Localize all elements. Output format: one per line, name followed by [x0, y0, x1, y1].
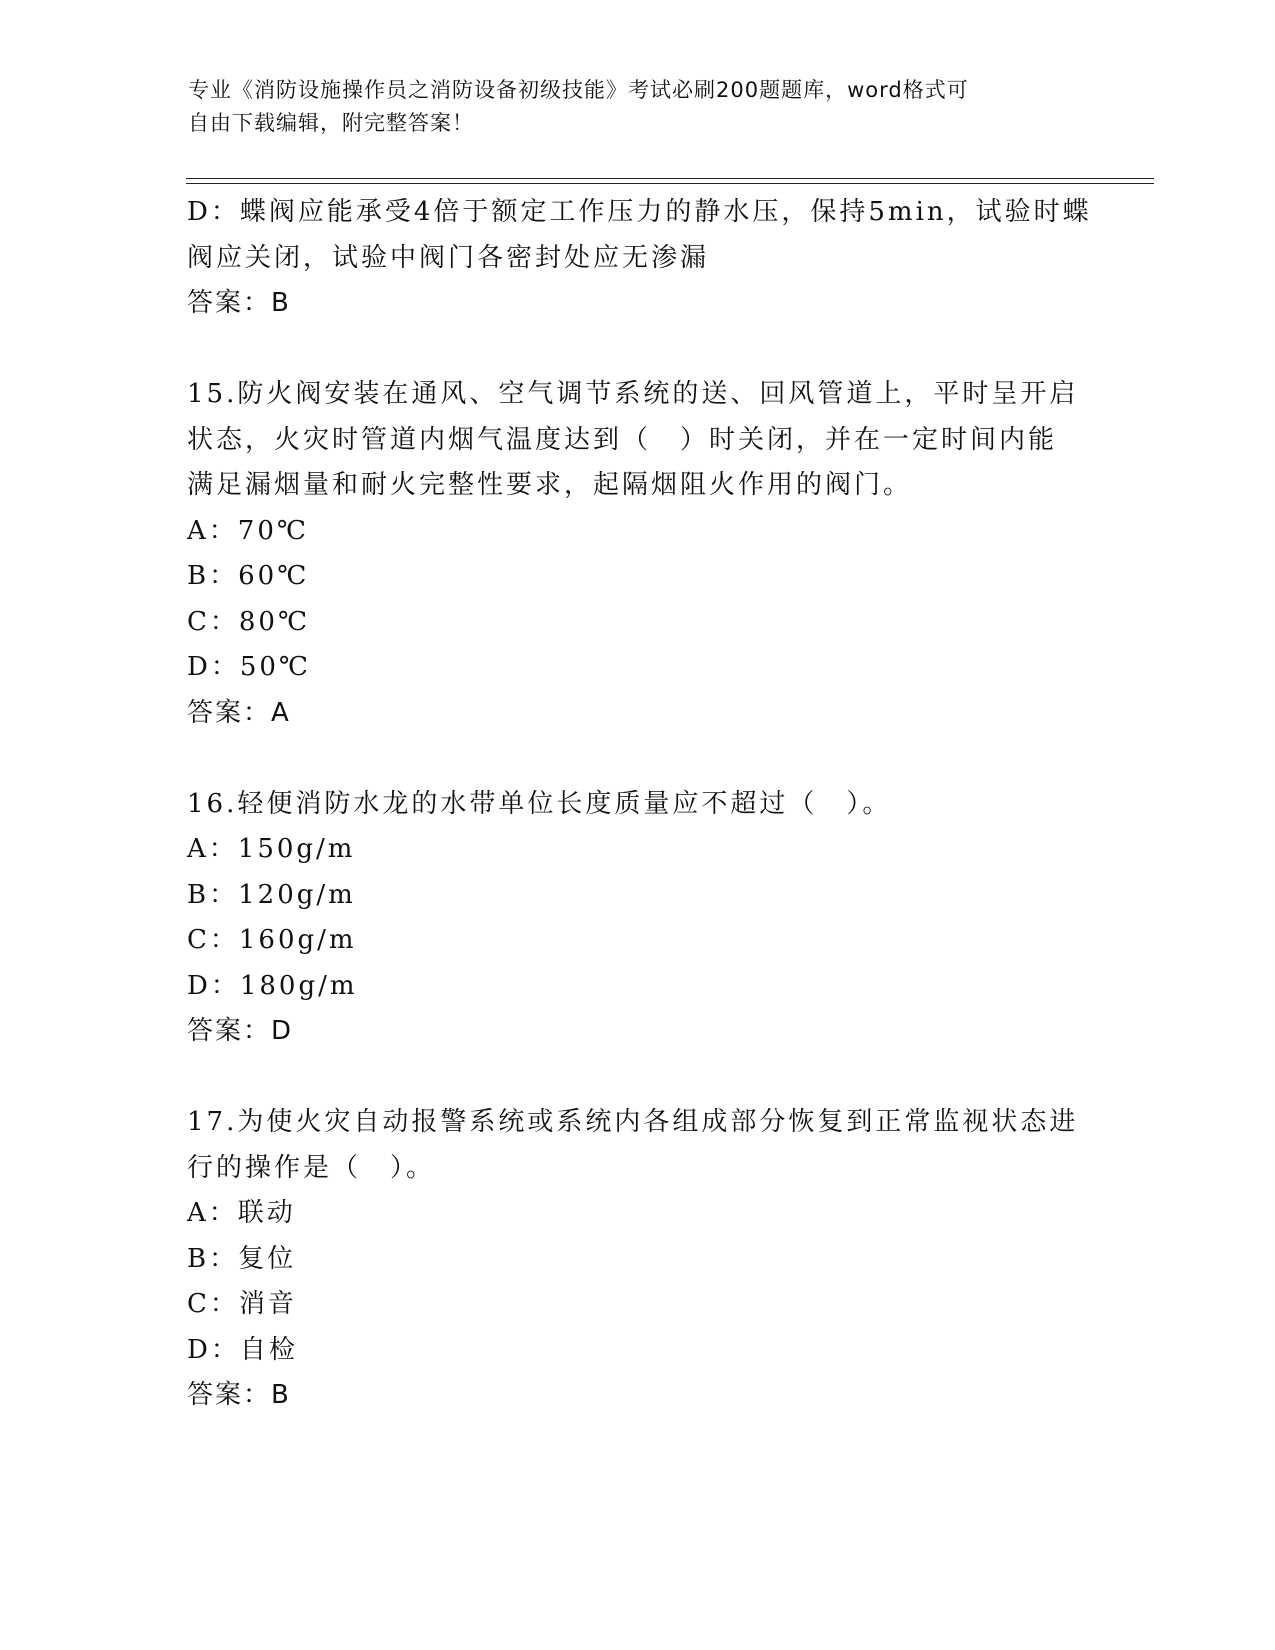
question-16-line-1: 16.轻便消防水龙的水带单位长度质量应不超过（ ）。 — [187, 788, 892, 819]
question-15-line-1: 15.防火阀安装在通风、空气调节系统的送、回风管道上，平时呈开启 — [187, 379, 1079, 409]
question-15-option-d: D：50℃ — [187, 652, 312, 682]
question-16-option-d: D：180g/m — [187, 970, 358, 1001]
header-line-1: 专业《消防设施操作员之消防设备初级技能》考试必刷200题题库，word格式可 — [188, 78, 969, 102]
option-d-line-1: D：蝶阀应能承受4倍于额定工作压力的静水压，保持5min，试验时蝶 — [187, 197, 1092, 227]
question-17-option-c: C：消音 — [187, 1289, 297, 1319]
document-header — [188, 74, 1088, 140]
header-rule-top — [186, 178, 1154, 179]
spacer — [187, 737, 1087, 782]
spacer — [187, 1055, 1087, 1100]
question-16-option-b: B：120g/m — [187, 879, 356, 910]
question-15 — [187, 372, 1087, 737]
answer-16: 答案：D — [187, 1016, 294, 1046]
question-17-line-1: 17.为使火灾自动报警系统或系统内各组成部分恢复到正常监视状态进 — [187, 1107, 1079, 1137]
question-17 — [187, 1100, 1087, 1419]
question-15-option-b: B：60℃ — [187, 561, 310, 591]
question-content — [187, 190, 1092, 1419]
question-16 — [187, 782, 1087, 1056]
question-15-line-2: 状态，火灾时管道内烟气温度达到（ ）时关闭，并在一定时间内能 — [187, 424, 1058, 455]
question-17-option-a: A：联动 — [187, 1198, 296, 1228]
question-15-option-a: A：70℃ — [187, 515, 309, 546]
question-16-option-c: C：160g/m — [187, 925, 357, 955]
question-14-tail — [187, 190, 1092, 327]
answer-14: 答案：B — [187, 288, 291, 318]
option-d-line-2: 阀应关闭，试验中阀门各密封处应无渗漏 — [187, 242, 710, 273]
question-15-line-3: 满足漏烟量和耐火完整性要求，起隔烟阻火作用的阀门。 — [187, 470, 913, 500]
header-rule-bottom — [186, 183, 1154, 184]
answer-15: 答案：A — [187, 697, 291, 728]
question-17-option-b: B：复位 — [187, 1243, 297, 1274]
question-17-line-2: 行的操作是（ ）。 — [187, 1152, 436, 1183]
question-16-option-a: A：150g/m — [187, 834, 356, 864]
header-line-2: 自由下载编辑，附完整答案！ — [188, 111, 474, 135]
answer-17: 答案：B — [187, 1380, 291, 1410]
spacer — [187, 327, 1087, 372]
question-15-option-c: C：80℃ — [187, 606, 311, 637]
question-17-option-d: D：自检 — [187, 1334, 298, 1365]
